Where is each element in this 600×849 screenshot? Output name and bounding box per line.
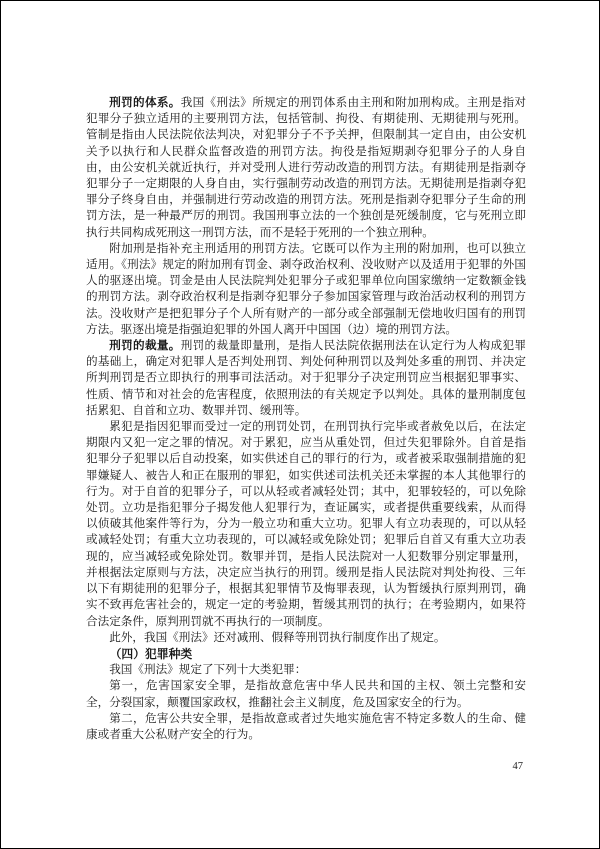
paragraph [86,711,526,743]
paragraph-text: 我国《刑法》规定了下列十大类犯罪： [109,663,307,677]
paragraph-text: 刑罚的裁量即量刑，是指人民法院依据刑法在认定行为人构成犯罪的基础上，确定对犯罪人是否判处刑罚、判处何种刑罚以及判处多重的刑罚、并决定所判刑罚是否立即执行的刑事司法活动。对于犯罪分子决定刑罚应当根据犯罪事实、性质、情节和对社会的危害程度，依照刑法的有关规定予以判处。具体的量刑制度包括累犯、自首和立功、数罪并罚、缓刑等。 [86,339,526,417]
paragraph [86,678,526,710]
paragraph [86,241,526,338]
page-number: 47 [512,761,523,772]
body-text-block [86,95,526,743]
paragraph-lead: 刑罚的体系。 [109,96,181,109]
section-heading: （四）犯罪种类 [109,646,193,661]
paragraph [86,419,526,630]
paragraph [86,630,526,646]
paragraph-lead: 刑罚的裁量。 [109,339,181,353]
paragraph [86,338,526,419]
paragraph-text: 我国《刑法》所规定的刑罚体系由主刑和附加刑构成。主刑是指对犯罪分子独立适用的主要刑罚方法，包括管制、拘役、有期徒刑、无期徒刑与死刑。管制是指由人民法院依法判决，对犯罪分子不予关押，但限制其一定自由，由公安机关予以执行和人民群众监督改造的刑罚方法。拘役是指短期剥夺犯罪分子的人身自由，由公安机关就近执行，并对受刑人进行劳动改造的刑罚方法。有期徒刑是指剥夺犯罪分子一定期限的人身自由，实行强制劳动改造的刑罚方法。无期徒刑是指剥夺犯罪分子终身自由，并强制进行劳动改造的刑罚方法。死刑是指剥夺犯罪分子生命的刑罚方法，是一种最严厉的刑罚。我国刑事立法的一个独创是死缓制度，它与死刑立即执行共同构成死刑这一刑罚方法，而不是轻于死刑的一个独立刑种。 [86,96,526,239]
paragraph [86,662,526,678]
paragraph-text: 第一，危害国家安全罪，是指故意危害中华人民共和国的主权、领土完整和安全，分裂国家，颠覆国家政权，推翻社会主义制度，危及国家安全的行为。 [86,679,526,709]
paragraph-text: 累犯是指因犯罪而受过一定的刑罚处罚，在刑罚执行完毕或者赦免以后，在法定期限内又犯一定之罪的情况。对于累犯，应当从重处罚，但过失犯罪除外。自首是指犯罪分子犯罪以后自动投案，如实供述自己的罪行的行为，或者被采取强制措施的犯罪嫌疑人、被告人和正在服刑的罪犯，如实供述司法机关还未掌握的本人其他罪行的行为。对于自首的犯罪分子，可以从轻或者减轻处罚；其中，犯罪较轻的，可以免除处罚。立功是指犯罪分子揭发他人犯罪行为，查证属实，或者提供重要线索，从而得以侦破其他案件等行为，分为一般立功和重大立功。犯罪人有立功表现的，可以从轻或减轻处罚；有重大立功表现的，可以减轻或免除处罚；犯罪后自首又有重大立功表现的，应当减轻或免除处罚。数罪并罚，是指人民法院对一人犯数罪分别定罪量刑，并根据法定原则与方法，决定应当执行的刑罚。缓刑是指人民法院对判处拘役、三年以下有期徒刑的犯罪分子，根据其犯罪情节及悔罪表现，认为暂缓执行原判刑罚，确实不致再危害社会的，规定一定的考验期，暂缓其刑罚的执行；在考验期内，如果符合法定条件，原判刑罚就不再执行的一项制度。 [86,420,526,628]
paragraph-text: 附加刑是指补充主刑适用的刑罚方法。它既可以作为主刑的附加刑，也可以独立适用。《刑法》规定的附加刑有罚金、剥夺政治权利、没收财产以及适用于犯罪的外国人的驱逐出境。罚金是由人民法院判处犯罪分子或犯罪单位向国家缴纳一定数额金钱的刑罚方法。剥夺政治权利是指剥夺犯罪分子参加国家管理与政治活动权利的刑罚方法。没收财产是把犯罪分子个人所有财产的一部分或全部强制无偿地收归国有的刑罚方法。驱逐出境是指强迫犯罪的外国人离开中国国（边）境的刑罚方法。 [86,241,526,336]
paragraph-text: 此外，我国《刑法》还对减刑、假释等刑罚执行制度作出了规定。 [109,630,446,644]
paragraph [86,95,526,241]
paragraph-text: 第二，危害公共安全罪，是指故意或者过失地实施危害不特定多数人的生命、健康或者重大公私财产安全的行为。 [86,711,526,741]
